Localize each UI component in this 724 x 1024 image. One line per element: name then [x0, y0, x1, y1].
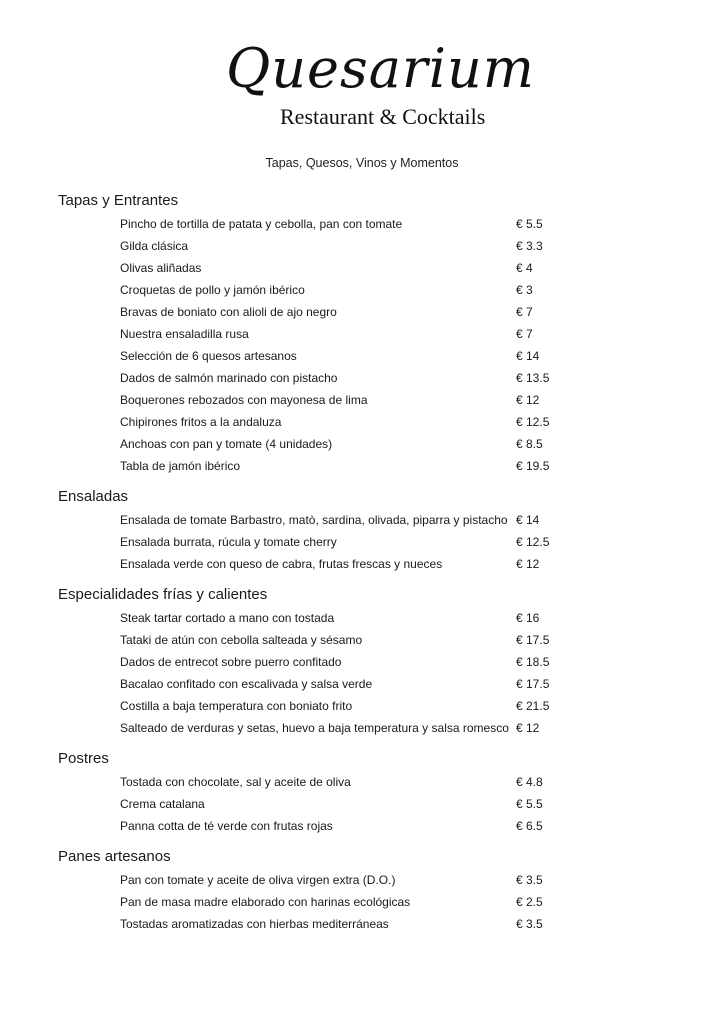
item-price: € 17.5	[516, 633, 550, 647]
item-name: Tataki de atún con cebolla salteada y sésamo	[120, 633, 363, 647]
item-name: Ensalada burrata, rúcula y tomate cherry	[120, 535, 337, 549]
item-name: Bacalao confitado con escalivada y salsa verde	[120, 677, 373, 691]
item-price: € 4.8	[516, 775, 543, 789]
item-price: € 4	[516, 261, 533, 275]
menu-item	[0, 793, 724, 815]
menu-item	[0, 455, 724, 477]
menu-item	[0, 695, 724, 717]
item-price: € 7	[516, 305, 533, 319]
menu-item	[0, 629, 724, 651]
menu-item	[0, 607, 724, 629]
menu-item	[0, 717, 724, 739]
menu-item	[0, 213, 724, 235]
menu-section	[0, 747, 724, 837]
menu-item	[0, 531, 724, 553]
item-name: Selección de 6 quesos artesanos	[120, 349, 297, 363]
menu-item	[0, 913, 724, 935]
item-name: Dados de entrecot sobre puerro confitado	[120, 655, 342, 669]
item-price: € 6.5	[516, 819, 543, 833]
item-name: Pincho de tortilla de patata y cebolla, pan con tomate	[120, 217, 403, 231]
menu-item	[0, 553, 724, 575]
item-name: Chipirones fritos a la andaluza	[120, 415, 282, 429]
item-price: € 12.5	[516, 415, 550, 429]
section-heading: Tapas y Entrantes	[58, 192, 179, 209]
item-price: € 17.5	[516, 677, 550, 691]
menu-item	[0, 345, 724, 367]
item-price: € 16	[516, 611, 540, 625]
restaurant-logo	[226, 37, 535, 132]
menu	[0, 181, 724, 935]
item-price: € 21.5	[516, 699, 550, 713]
menu-section	[0, 845, 724, 935]
menu-item	[0, 279, 724, 301]
menu-section	[0, 583, 724, 739]
item-price: € 12	[516, 721, 540, 735]
item-price: € 3	[516, 283, 533, 297]
item-name: Ensalada de tomate Barbastro, matò, sardina, olivada, piparra y pistacho	[120, 513, 508, 527]
item-name: Pan de masa madre elaborado con harinas ecológicas	[120, 895, 411, 909]
menu-item	[0, 433, 724, 455]
menu-item	[0, 301, 724, 323]
item-name: Pan con tomate y aceite de oliva virgen extra (D.O.)	[120, 873, 396, 887]
item-name: Gilda clásica	[120, 239, 189, 253]
item-price: € 19.5	[516, 459, 550, 473]
item-name: Olivas aliñadas	[120, 261, 202, 275]
menu-item	[0, 389, 724, 411]
item-price: € 14	[516, 349, 540, 363]
item-name: Crema catalana	[120, 797, 205, 811]
menu-item	[0, 771, 724, 793]
section-heading: Postres	[58, 750, 109, 767]
logo-script-text: Quesarium	[226, 37, 535, 100]
item-name: Panna cotta de té verde con frutas rojas	[120, 819, 333, 833]
item-name: Tostada con chocolate, sal y aceite de oliva	[120, 775, 351, 789]
item-price: € 12	[516, 557, 540, 571]
item-name: Steak tartar cortado a mano con tostada	[120, 611, 335, 625]
item-name: Tabla de jamón ibérico	[120, 459, 241, 473]
item-price: € 7	[516, 327, 533, 341]
item-price: € 12	[516, 393, 540, 407]
item-name: Costilla a baja temperatura con boniato frito	[120, 699, 353, 713]
menu-item	[0, 411, 724, 433]
item-price: € 3.5	[516, 917, 543, 931]
item-name: Dados de salmón marinado con pistacho	[120, 371, 338, 385]
menu-item	[0, 509, 724, 531]
menu-item	[0, 235, 724, 257]
item-price: € 14	[516, 513, 540, 527]
item-price: € 18.5	[516, 655, 550, 669]
item-name: Croquetas de pollo y jamón ibérico	[120, 283, 305, 297]
menu-item	[0, 891, 724, 913]
menu-item	[0, 651, 724, 673]
item-price: € 12.5	[516, 535, 550, 549]
item-price: € 8.5	[516, 437, 543, 451]
item-name: Ensalada verde con queso de cabra, frutas frescas y nueces	[120, 557, 443, 571]
menu-item	[0, 869, 724, 891]
item-price: € 3.5	[516, 873, 543, 887]
section-heading: Panes artesanos	[58, 848, 171, 865]
section-heading: Ensaladas	[58, 488, 129, 505]
item-name: Boquerones rebozados con mayonesa de lima	[120, 393, 368, 407]
menu-item	[0, 367, 724, 389]
item-price: € 5.5	[516, 217, 543, 231]
item-price: € 2.5	[516, 895, 543, 909]
item-price: € 13.5	[516, 371, 550, 385]
item-name: Anchoas con pan y tomate (4 unidades)	[120, 437, 333, 451]
menu-item	[0, 815, 724, 837]
menu-item	[0, 257, 724, 279]
section-heading: Especialidades frías y calientes	[58, 586, 268, 603]
item-price: € 3.3	[516, 239, 543, 253]
item-name: Bravas de boniato con alioli de ajo negro	[120, 305, 337, 319]
logo-subtitle: Restaurant & Cocktails	[280, 104, 486, 129]
menu-item	[0, 323, 724, 345]
tagline: Tapas, Quesos, Vinos y Momentos	[265, 156, 459, 170]
menu-section	[0, 189, 724, 477]
item-name: Tostadas aromatizadas con hierbas mediterráneas	[120, 917, 389, 931]
item-name: Salteado de verduras y setas, huevo a baja temperatura y salsa romesco	[120, 721, 509, 735]
item-price: € 5.5	[516, 797, 543, 811]
item-name: Nuestra ensaladilla rusa	[120, 327, 249, 341]
menu-section	[0, 485, 724, 575]
menu-item	[0, 673, 724, 695]
